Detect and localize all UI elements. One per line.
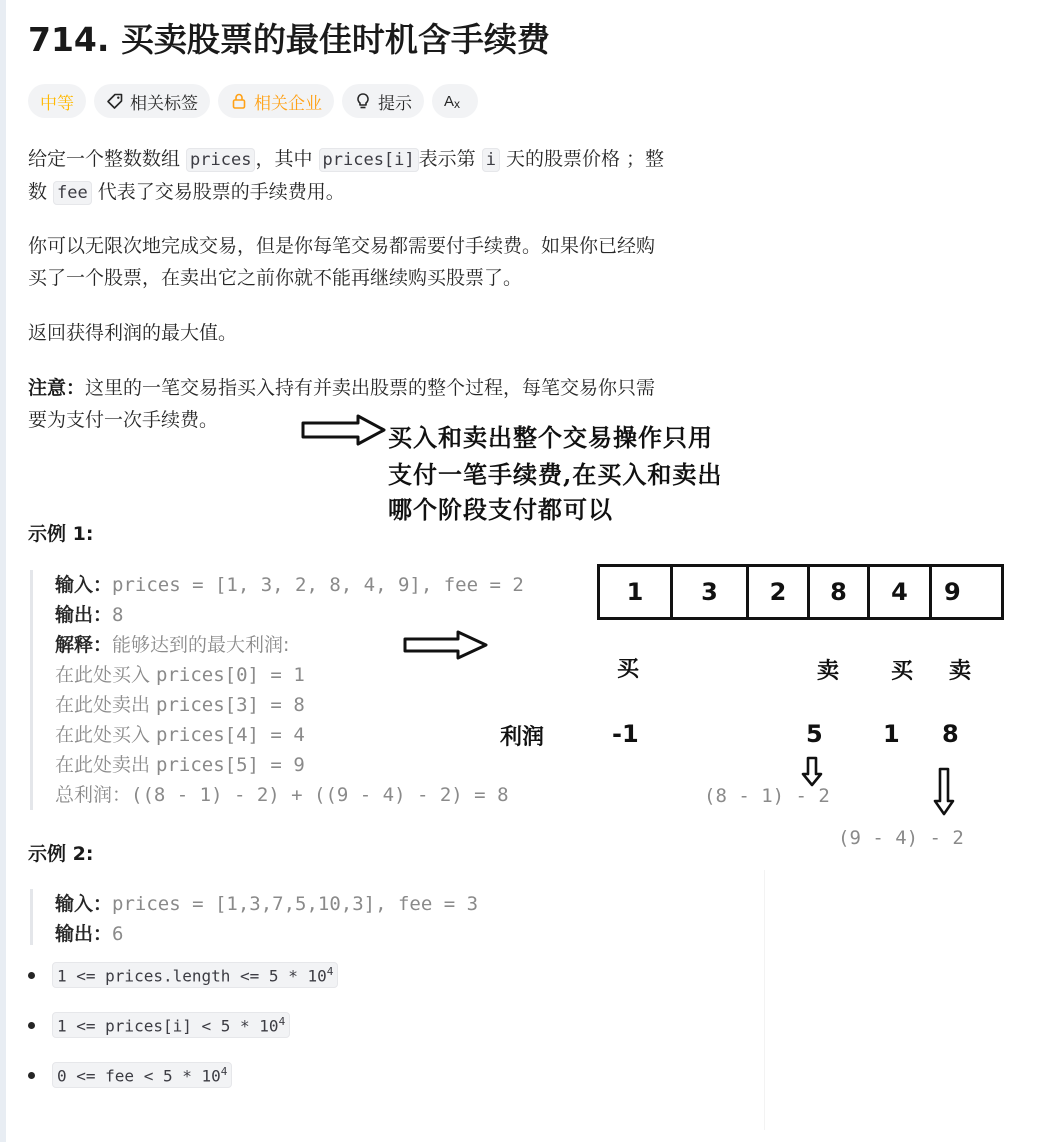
inline-code: fee <box>53 181 92 205</box>
explanation-text: 能够达到的最大利润: <box>112 634 290 656</box>
output-label: 输出： <box>55 604 113 626</box>
total-code: ((8 - 1) - 2) + ((9 - 4) - 2) = 8 <box>131 784 509 806</box>
list-item <box>28 958 338 992</box>
sell-mark: 卖 <box>817 658 840 684</box>
difficulty-badge[interactable] <box>28 84 86 118</box>
svg-text:x: x <box>454 97 460 110</box>
profit-calc: (8 - 1) - 2 <box>704 785 830 807</box>
desc-text: 代表了交易股票的手续费用。 <box>91 181 345 203</box>
constraint-exponent: 4 <box>278 1014 286 1028</box>
input-value: prices = [1, 3, 2, 8, 4, 9], fee = 2 <box>112 574 524 596</box>
tag-row <box>28 84 478 118</box>
desc-text: 数 <box>28 181 54 203</box>
handwritten-note-line-1: 买入和卖出整个交易操作只用 <box>388 423 713 452</box>
svg-text:A: A <box>444 93 455 110</box>
array-cell: 2 <box>749 567 810 617</box>
profit-value: -1 <box>612 720 639 748</box>
difficulty-label: 中等 <box>40 93 74 114</box>
page-title: 714. 买卖股票的最佳时机含手续费 <box>28 20 550 59</box>
example-2-block <box>30 889 478 945</box>
tag-icon <box>106 92 124 110</box>
constraint-code <box>52 962 338 988</box>
constraint-code <box>52 1012 290 1038</box>
left-edge-bar <box>0 0 6 1142</box>
note-text: 要为支付一次手续费。 <box>28 409 219 431</box>
translate-icon <box>444 92 466 110</box>
constraint-text: 1 <= prices.length <= 5 * 10 <box>57 966 327 986</box>
step-text: 在此处买入 <box>55 724 157 746</box>
description-paragraph-1 <box>28 143 664 209</box>
bullet-icon <box>28 972 35 979</box>
bullet-icon <box>28 1022 35 1029</box>
explanation-label: 解释： <box>55 634 113 656</box>
constraint-text: 1 <= prices[i] < 5 * 10 <box>57 1016 279 1036</box>
desc-line: 买了一个股票，在卖出它之前你就不能再继续购买股票了。 <box>28 267 523 289</box>
output-value: 8 <box>112 604 124 626</box>
array-cell: 1 <box>600 567 673 617</box>
step-code: prices[0] = 1 <box>156 664 305 686</box>
note-text: 这里的一笔交易指买入持有并卖出股票的整个过程，每笔交易你只需 <box>85 377 656 399</box>
arrow-down-icon <box>933 767 955 817</box>
step-text: 在此处卖出 <box>55 694 157 716</box>
constraint-exponent: 4 <box>220 1064 228 1078</box>
arrow-right-icon <box>402 628 492 662</box>
buy-mark: 买 <box>891 658 914 684</box>
related-companies-button[interactable] <box>218 84 334 118</box>
array-cell: 9 <box>944 578 961 606</box>
inline-code: prices[i] <box>319 148 419 172</box>
arrow-down-icon <box>801 756 823 788</box>
divider <box>764 870 765 1130</box>
output-label: 输出： <box>55 923 113 945</box>
constraint-text: 0 <= fee < 5 * 10 <box>57 1066 221 1086</box>
prices-array-diagram <box>597 564 1004 620</box>
desc-text: 给定一个整数数组 <box>28 148 187 170</box>
inline-code: i <box>482 148 500 172</box>
related-tags-button[interactable] <box>94 84 210 118</box>
handwritten-note-line-2: 支付一笔手续费,在买入和卖出 <box>388 460 723 489</box>
constraint-code <box>52 1062 232 1088</box>
profit-value: 8 <box>942 720 959 748</box>
bullet-icon <box>28 1072 35 1079</box>
desc-text: 天的股票价格 ；整 <box>499 148 665 170</box>
example-2-heading: 示例 2: <box>28 843 94 865</box>
example-1-heading: 示例 1: <box>28 523 94 545</box>
step-code: prices[4] = 4 <box>156 724 305 746</box>
constraint-exponent: 4 <box>326 964 334 978</box>
step-code: prices[3] = 8 <box>156 694 305 716</box>
inline-code: prices <box>186 148 255 172</box>
description-paragraph-3: 返回获得利润的最大值。 <box>28 322 238 344</box>
profit-label: 利润 <box>500 724 545 750</box>
step-text: 在此处卖出 <box>55 754 157 776</box>
example-1-block <box>30 570 524 810</box>
desc-text: ，其中 <box>255 148 319 170</box>
constraints-list <box>28 958 338 1108</box>
step-code: prices[5] = 9 <box>156 754 305 776</box>
description-paragraph-2 <box>28 230 655 294</box>
step-text: 在此处买入 <box>55 664 157 686</box>
output-value: 6 <box>112 923 124 945</box>
array-cell: 4 <box>870 567 932 617</box>
note-label: 注意： <box>28 377 86 399</box>
handwritten-note-line-3: 哪个阶段支付都可以 <box>388 495 613 524</box>
lock-icon <box>230 92 248 110</box>
profit-value: 1 <box>883 720 900 748</box>
list-item <box>28 1008 338 1042</box>
profit-calc: (9 - 4) - 2 <box>838 827 964 849</box>
sell-mark: 卖 <box>949 658 972 684</box>
desc-line: 你可以无限次地完成交易，但是你每笔交易都需要付手续费。如果你已经购 <box>28 235 656 257</box>
input-label: 输入： <box>55 893 113 915</box>
lightbulb-icon <box>354 92 372 110</box>
array-cell: 3 <box>673 567 749 617</box>
translate-button[interactable] <box>432 84 478 118</box>
input-value: prices = [1,3,7,5,10,3], fee = 3 <box>112 893 479 915</box>
hint-button[interactable] <box>342 84 424 118</box>
profit-value: 5 <box>806 720 823 748</box>
related-companies-label: 相关企业 <box>254 93 322 114</box>
desc-text: 表示第 <box>418 148 482 170</box>
array-cell: 8 <box>810 567 870 617</box>
buy-mark: 买 <box>617 656 640 682</box>
list-item <box>28 1058 338 1092</box>
arrow-right-icon <box>300 412 390 448</box>
related-tags-label: 相关标签 <box>130 93 198 114</box>
hint-label: 提示 <box>378 93 412 114</box>
total-text: 总利润： <box>55 784 132 806</box>
input-label: 输入： <box>55 574 113 596</box>
